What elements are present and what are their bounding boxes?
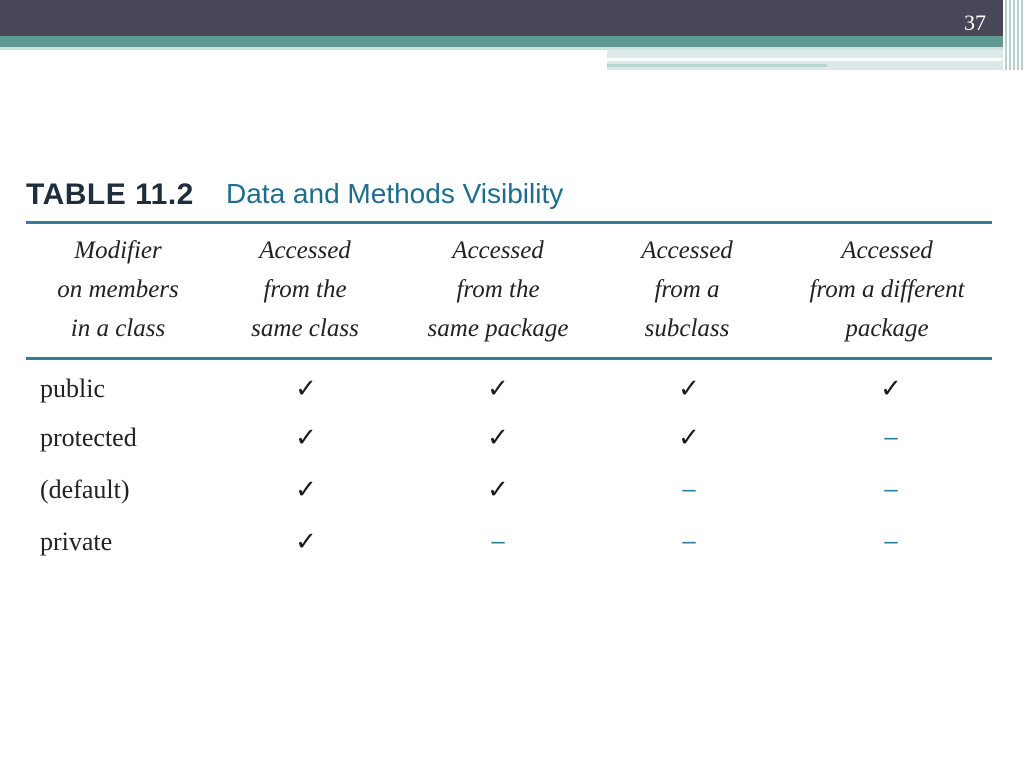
table-row-protected	[26, 416, 992, 460]
modifier-cell: private	[40, 527, 113, 556]
access-cell: –	[491, 528, 505, 555]
table-label: TABLE 11.2	[26, 178, 194, 211]
column-header-subclass: Accessed from a subclass	[641, 237, 733, 342]
modifier-cell: public	[40, 374, 105, 403]
column-header-same-package: Accessed from the same package	[427, 237, 569, 342]
column-header-same-class: Accessed from the same class	[251, 237, 359, 342]
access-cell: ✓	[678, 374, 700, 404]
column-header-different-package: Accessed from a different package	[809, 237, 965, 342]
table-rule-header	[26, 357, 992, 360]
access-cell: ✓	[678, 423, 700, 453]
access-cell: –	[884, 528, 898, 555]
column-header-modifier: Modifier on members in a class	[57, 237, 179, 342]
slide-number: 37	[964, 10, 986, 35]
access-cell: ✓	[295, 475, 317, 505]
access-cell: –	[682, 528, 696, 555]
access-cell: ✓	[880, 374, 902, 404]
table-row-public	[26, 367, 992, 411]
header-accent-line-short	[607, 64, 827, 67]
access-cell: ✓	[295, 527, 317, 557]
access-cell: ✓	[295, 423, 317, 453]
table-title: Data and Methods Visibility	[226, 178, 564, 209]
modifier-cell: protected	[40, 423, 137, 452]
access-cell: ✓	[487, 423, 509, 453]
access-cell: ✓	[295, 374, 317, 404]
table-row-default	[26, 468, 992, 512]
table-row-private	[26, 520, 992, 564]
access-cell: ✓	[487, 374, 509, 404]
header-accent-line	[607, 58, 1002, 61]
access-cell: –	[884, 424, 898, 451]
header-vertical-stripes	[1003, 0, 1024, 70]
header-bar-dark	[0, 0, 1024, 36]
access-cell: ✓	[487, 475, 509, 505]
access-cell: –	[682, 476, 696, 503]
table-rule-top	[26, 221, 992, 224]
modifier-cell: (default)	[40, 475, 130, 504]
access-cell: –	[884, 476, 898, 503]
header-bar-teal	[0, 36, 1024, 47]
